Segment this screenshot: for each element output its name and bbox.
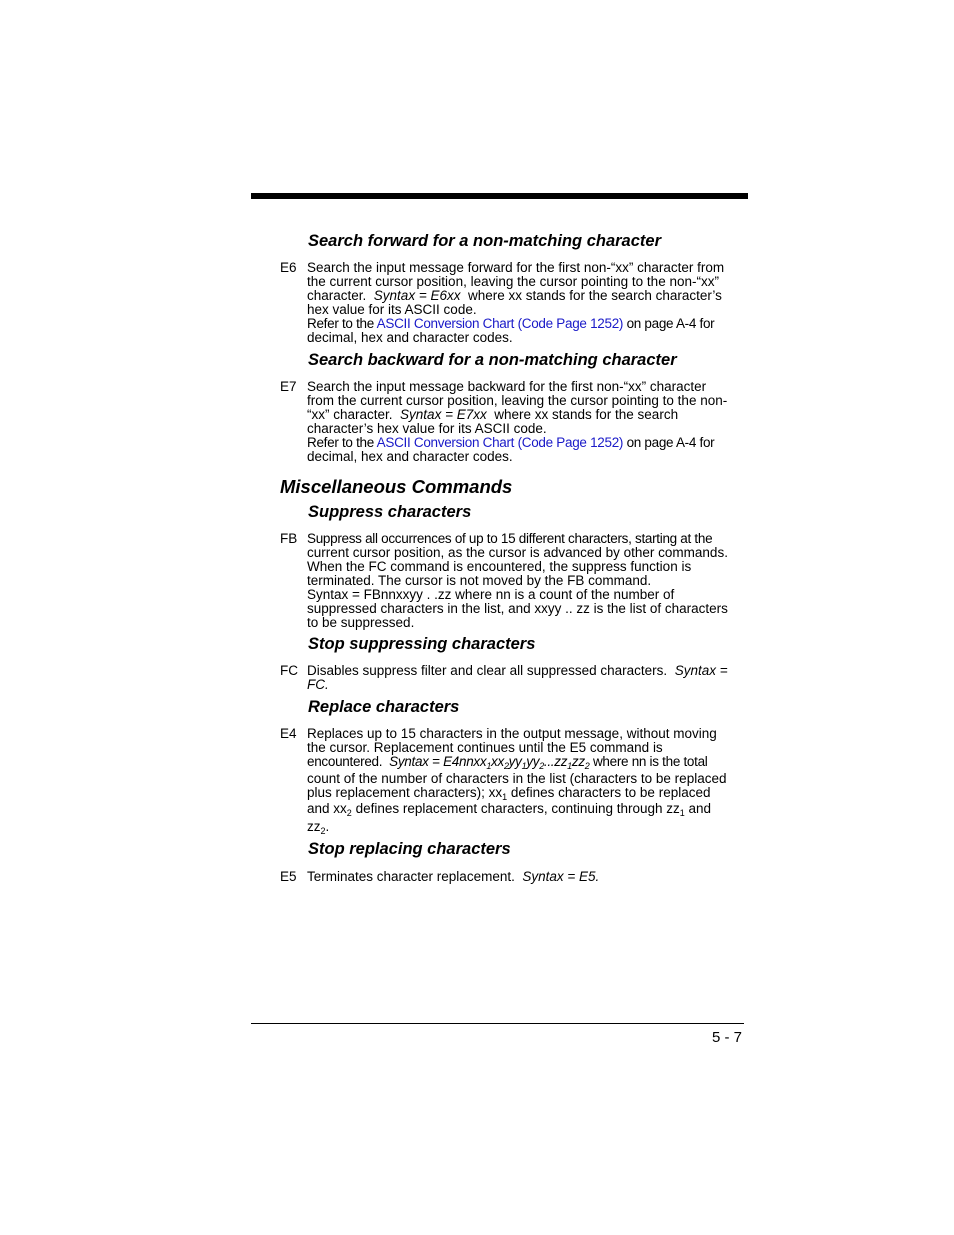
description-e4 [307, 727, 745, 834]
text-line: the current cursor position, leaving the cursor pointing to the non-“xx” [307, 274, 719, 289]
text-line: Search the input message backward for the first non-“xx” character [307, 379, 707, 394]
command-code-e7: E7 [280, 379, 297, 394]
syntax-text: FC. [307, 677, 329, 692]
syntax-fragment: ...zz [543, 754, 568, 769]
command-code-e4: E4 [280, 726, 297, 741]
text-fragment: on page A-4 for [626, 316, 715, 331]
subscript: 2 [584, 761, 590, 771]
text-fragment: zz [307, 819, 321, 834]
text-line [307, 289, 745, 303]
command-code-e5: E5 [280, 869, 297, 884]
subscript: 1 [567, 761, 572, 771]
header-rule [251, 193, 748, 199]
text-line: terminated. The cursor is not moved by the FB command. [307, 573, 652, 588]
text-line [307, 408, 745, 422]
text-fragment: Terminates character replacement. [307, 869, 515, 884]
text-line: hex value for its ASCII code. [307, 302, 477, 317]
syntax-text: Syntax = [674, 663, 728, 678]
text-fragment: where xx stands for the search character’s [467, 288, 722, 303]
description-e6 [307, 261, 745, 345]
text-fragment: . [325, 819, 330, 834]
subscript: 2 [346, 808, 352, 818]
text-fragment: character. [307, 288, 367, 303]
text-line: suppressed characters in the list, and xxyy .. zz is the list of characters [307, 601, 728, 616]
command-code-e6: E6 [280, 260, 297, 275]
ascii-chart-link[interactable]: ASCII Conversion Chart (Code Page 1252) [376, 316, 624, 331]
text-fragment: Disables suppress filter and clear all suppressed characters. [307, 663, 668, 678]
text-fragment: and [688, 801, 712, 816]
text-line [307, 664, 745, 678]
text-line: character’s hex value for its ASCII code. [307, 421, 547, 436]
ascii-chart-link[interactable]: ASCII Conversion Chart (Code Page 1252) [376, 435, 624, 450]
text-fragment: plus replacement characters); xx [307, 785, 503, 800]
syntax-fragment: xx [491, 754, 504, 769]
heading-suppress-characters: Suppress characters [308, 503, 472, 521]
text-line [307, 802, 745, 820]
description-e7 [307, 380, 745, 464]
text-fragment: encountered. [307, 754, 383, 769]
syntax-fragment: Syntax = E4nnxx [389, 754, 487, 769]
subscript: 2 [503, 761, 509, 771]
text-line: When the FC command is encountered, the suppress function is [307, 559, 692, 574]
text-line [307, 317, 745, 331]
command-code-fb: FB [280, 531, 298, 546]
footer-rule [251, 1023, 744, 1024]
subscript: 1 [679, 808, 685, 818]
text-line [307, 820, 745, 834]
heading-miscellaneous-commands: Miscellaneous Commands [280, 476, 513, 497]
text-line: count of the number of characters in the list (characters to be replaced [307, 771, 727, 786]
syntax-fragment: yy [508, 754, 522, 769]
subscript: 2 [320, 826, 326, 836]
heading-stop-suppressing: Stop suppressing characters [308, 635, 536, 653]
heading-replace-characters: Replace characters [308, 698, 460, 716]
subscript: 1 [521, 761, 527, 771]
syntax-fragment: zz [571, 754, 585, 769]
text-line: Replaces up to 15 characters in the output message, without moving [307, 726, 717, 741]
text-line [307, 870, 745, 884]
description-fb [307, 532, 745, 630]
text-line: current cursor position, as the cursor is advanced by other commands. [307, 545, 728, 560]
syntax-fragment: yy [526, 754, 540, 769]
syntax-text: Syntax = E6xx [373, 288, 461, 303]
text-fragment: Refer to the [307, 435, 374, 450]
text-line: Suppress all occurrences of up to 15 different characters, starting at the [307, 531, 713, 546]
text-line [307, 678, 745, 692]
text-line: Syntax = FBnnxxyy . .zz where nn is a count of the number of [307, 587, 675, 602]
text-line [307, 436, 745, 450]
text-line: from the current cursor position, leaving the cursor pointing to the non- [307, 393, 728, 408]
syntax-text: Syntax = E5. [522, 869, 600, 884]
text-line: the cursor. Replacement continues until the E5 command is [307, 740, 663, 755]
subscript: 2 [539, 761, 544, 771]
syntax-text: Syntax = E7xx [400, 407, 487, 422]
text-line [307, 755, 745, 772]
text-fragment: on page A-4 for [626, 435, 715, 450]
command-code-fc: FC [280, 663, 298, 678]
text-fragment: defines characters to be replaced [510, 785, 711, 800]
subscript: 1 [502, 792, 508, 802]
description-e5 [307, 870, 745, 884]
text-fragment: defines replacement characters, continuing through zz [355, 801, 680, 816]
text-fragment: where xx stands for the search [494, 407, 679, 422]
text-fragment: where nn is the total [592, 754, 708, 769]
text-line: decimal, hex and character codes. [307, 330, 513, 345]
text-fragment: and xx [307, 801, 347, 816]
heading-search-forward: Search forward for a non-matching character [308, 232, 662, 250]
syntax-text [389, 754, 589, 769]
page-number: 5 - 7 [711, 1029, 742, 1046]
text-fragment: “xx” character. [307, 407, 393, 422]
text-fragment: Refer to the [307, 316, 374, 331]
text-line: to be suppressed. [307, 615, 415, 630]
text-line: Search the input message forward for the first non-“xx” character from [307, 260, 725, 275]
subscript: 1 [486, 761, 492, 771]
text-line: decimal, hex and character codes. [307, 449, 513, 464]
description-fc [307, 664, 745, 692]
heading-search-backward: Search backward for a non-matching character [308, 351, 677, 369]
text-line [307, 786, 745, 802]
heading-stop-replacing: Stop replacing characters [308, 840, 511, 858]
